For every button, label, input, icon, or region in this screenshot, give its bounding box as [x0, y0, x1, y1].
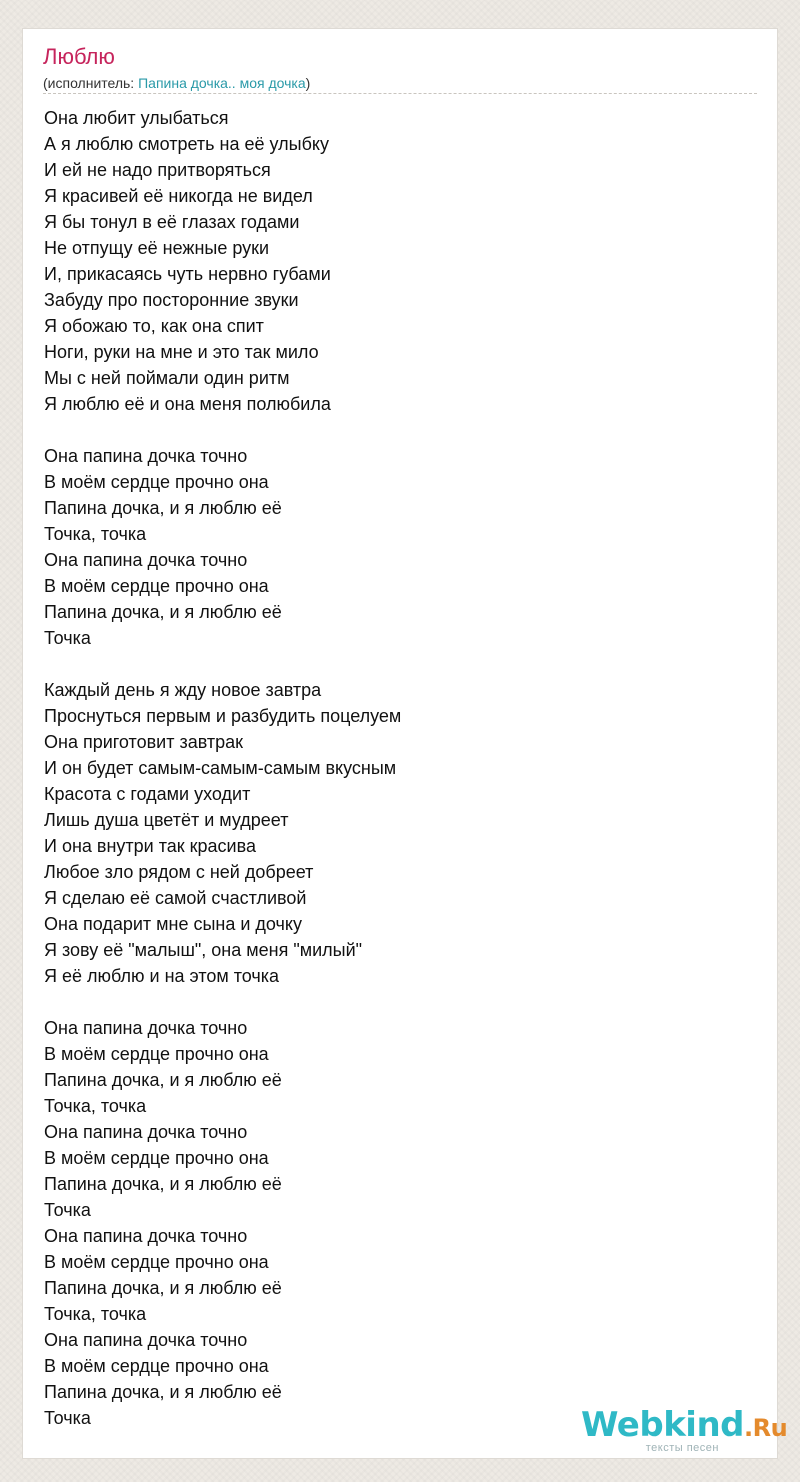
lyric-line: Она папина дочка точно — [44, 1330, 248, 1350]
lyric-line: Ноги, руки на мне и это так мило — [44, 342, 319, 362]
lyric-line: Я её люблю и на этом точка — [44, 966, 280, 986]
lyric-line: И она внутри так красива — [44, 836, 256, 856]
lyric-line: Не отпущу её нежные руки — [44, 238, 270, 258]
lyric-line: Она папина дочка точно — [44, 1018, 248, 1038]
lyric-line: Она папина дочка точно — [44, 1122, 248, 1142]
lyric-line: Она подарит мне сына и дочку — [44, 914, 302, 934]
lyric-line: И он будет самым-самым-самым вкусным — [44, 758, 397, 778]
lyric-line: Забуду про посторонние звуки — [44, 290, 299, 310]
lyric-line: Папина дочка, и я люблю её — [44, 498, 282, 518]
site-logo[interactable] — [581, 1405, 788, 1454]
lyric-line: Папина дочка, и я люблю её — [44, 1174, 282, 1194]
lyric-line: Я обожаю то, как она спит — [44, 316, 264, 336]
lyric-line: Она папина дочка точно — [44, 550, 248, 570]
lyric-line: Она приготовит завтрак — [44, 732, 244, 752]
stanza-gap — [44, 989, 744, 1015]
lyric-line: Точка, точка — [44, 1096, 147, 1116]
lyric-line: Я красивей её никогда не видел — [44, 186, 313, 206]
lyric-line: Я зову её "малыш", она меня "милый" — [44, 940, 363, 960]
lyric-line: И ей не надо притворяться — [44, 160, 271, 180]
artist-line — [43, 74, 310, 92]
lyric-line: Каждый день я жду новое завтра — [44, 680, 322, 700]
artist-prefix: (исполнитель: — [43, 75, 139, 91]
lyric-line: Я сделаю её самой счастливой — [44, 888, 307, 908]
stanza-gap — [44, 417, 744, 443]
lyric-line: В моём сердце прочно она — [44, 1252, 269, 1272]
logo-brand: Webkind — [581, 1405, 744, 1445]
lyric-line: Папина дочка, и я люблю её — [44, 602, 282, 622]
lyric-line: Папина дочка, и я люблю её — [44, 1070, 282, 1090]
lyric-line: Точка — [44, 1200, 91, 1220]
lyric-line: Папина дочка, и я люблю её — [44, 1278, 282, 1298]
song-title: Люблю — [43, 44, 115, 69]
title-divider — [43, 93, 757, 94]
lyric-line: Точка, точка — [44, 1304, 147, 1324]
lyric-line: Она папина дочка точно — [44, 446, 248, 466]
lyric-line: Точка, точка — [44, 524, 147, 544]
lyric-line: Она папина дочка точно — [44, 1226, 248, 1246]
lyric-line: Папина дочка, и я люблю её — [44, 1382, 282, 1402]
lyric-line: Она любит улыбаться — [44, 108, 229, 128]
lyric-line: Красота с годами уходит — [44, 784, 251, 804]
lyric-line: Точка — [44, 1408, 91, 1428]
logo-tagline: тексты песен — [645, 1442, 719, 1454]
lyric-line: В моём сердце прочно она — [44, 1044, 269, 1064]
lyric-line: И, прикасаясь чуть нервно губами — [44, 264, 331, 284]
lyric-line: Я люблю её и она меня полюбила — [44, 394, 331, 414]
lyrics-body — [44, 105, 744, 1431]
lyric-line: А я люблю смотреть на её улыбку — [44, 134, 329, 154]
lyric-line: В моём сердце прочно она — [44, 1148, 269, 1168]
lyric-line: Лишь душа цветёт и мудреет — [44, 810, 289, 830]
lyric-line: В моём сердце прочно она — [44, 472, 269, 492]
lyric-line: В моём сердце прочно она — [44, 1356, 269, 1376]
artist-link[interactable]: Папина дочка.. моя дочка — [138, 75, 306, 91]
lyric-line: В моём сердце прочно она — [44, 576, 269, 596]
lyrics-card — [22, 28, 788, 1459]
artist-suffix: ) — [305, 75, 311, 91]
lyric-line: Любое зло рядом с ней добреет — [44, 862, 314, 882]
lyric-line: Мы с ней поймали один ритм — [44, 368, 290, 388]
lyric-line: Я бы тонул в её глазах годами — [44, 212, 300, 232]
stanza-gap — [44, 651, 744, 677]
lyric-line: Точка — [44, 628, 91, 648]
logo-tld: .Ru — [744, 1414, 788, 1442]
lyric-line: Проснуться первым и разбудить поцелуем — [44, 706, 402, 726]
